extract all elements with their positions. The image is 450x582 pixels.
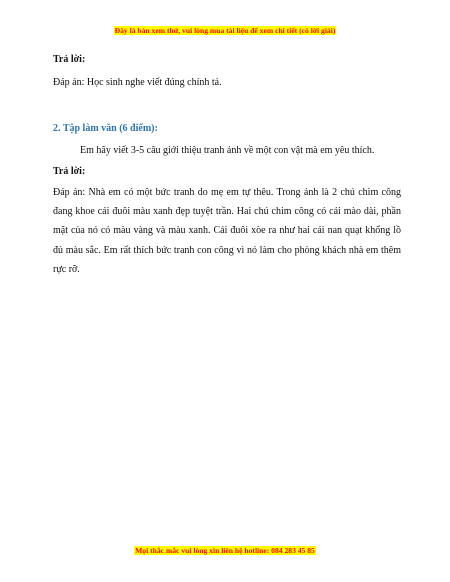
preview-notice-text: Đây là bản xem thử, vui lòng mua tài liệu để xem chi tiết (có lời giải) (114, 26, 336, 35)
preview-notice-banner (0, 26, 450, 36)
answer-text: Đáp án: Học sinh nghe viết đúng chính tả. (53, 77, 222, 88)
answer-label: Trả lời: (53, 54, 86, 65)
hotline-text: Mọi thắc mắc vui lòng xin liên hệ hotline: 084 283 45 85 (135, 546, 315, 555)
answer-label: Trả lời: (53, 166, 86, 177)
essay-prompt: Em hãy viết 3-5 câu giới thiệu tranh ảnh về một con vật mà em yêu thích. (80, 145, 375, 156)
answer-text: Đáp án: Nhà em có một bức tranh do mẹ em tự thêu. Trong ảnh là 2 chú chim công đang khoe cái đuôi màu xanh đẹp tuyệt trần. Hai chú chim công có cái mào dài, phần mặt của nó có màu vàng và màu xanh. Cái đuôi xòe ra như hai cái nan quạt khổng lồ đủ màu sắc. Em rất thích bức tranh con công vì nó làm cho phòng khách nhà em thêm rực rỡ. (53, 187, 401, 275)
hotline-banner (0, 546, 450, 556)
section-heading: 2. Tập làm văn (6 điểm): (53, 123, 158, 134)
